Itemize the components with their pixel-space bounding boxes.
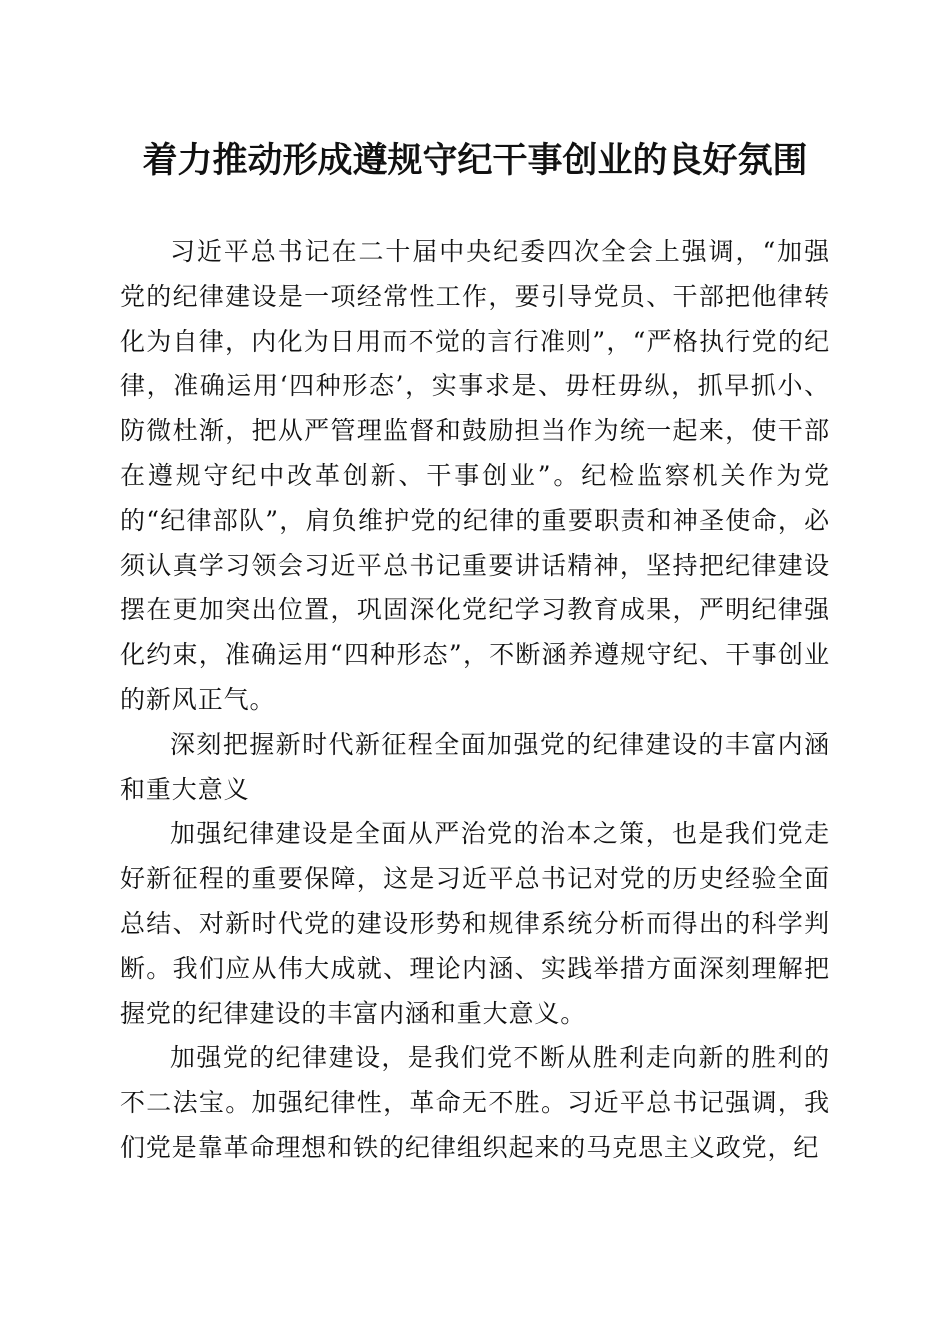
document-body <box>120 230 830 1171</box>
document-title: 着力推动形成遵规守纪干事创业的良好氛围 <box>142 140 808 181</box>
paragraph-intro: 习近平总书记在二十届中央纪委四次全会上强调，“加强党的纪律建设是一项经常性工作，要引导党员、干部把他律转化为自律，内化为日用而不觉的言行准则”，“严格执行党的纪律，准确运用‘四种形态’，实事求是、毋枉毋纵，抓早抓小、防微杜渐，把从严管理监督和鼓励担当作为统一起来，使干部在遵规守纪中改革创新、干事创业”。纪检监察机关作为党的“纪律部队”，肩负维护党的纪律的重要职责和神圣使命，必须认真学习领会习近平总书记重要讲话精神，坚持把纪律建设摆在更加突出位置，巩固深化党纪学习教育成果，严明纪律强化约束，准确运用“四种形态”，不断涵养遵规守纪、干事创业的新风正气。 <box>120 237 830 714</box>
paragraph-magic-weapon: 加强党的纪律建设，是我们党不断从胜利走向新的胜利的不二法宝。加强纪律性，革命无不胜。习近平总书记强调，我们党是靠革命理想和铁的纪律组织起来的马克思主义政党，纪 <box>120 1043 830 1162</box>
paragraph-section-heading: 深刻把握新时代新征程全面加强党的纪律建设的丰富内涵和重大意义 <box>120 729 830 804</box>
paragraph-discipline-importance: 加强纪律建设是全面从严治党的治本之策，也是我们党走好新征程的重要保障，这是习近平总书记对党的历史经验全面总结、对新时代党的建设形势和规律系统分析而得出的科学判断。我们应从伟大成就、理论内涵、实践举措方面深刻理解把握党的纪律建设的丰富内涵和重大意义。 <box>120 819 830 1028</box>
